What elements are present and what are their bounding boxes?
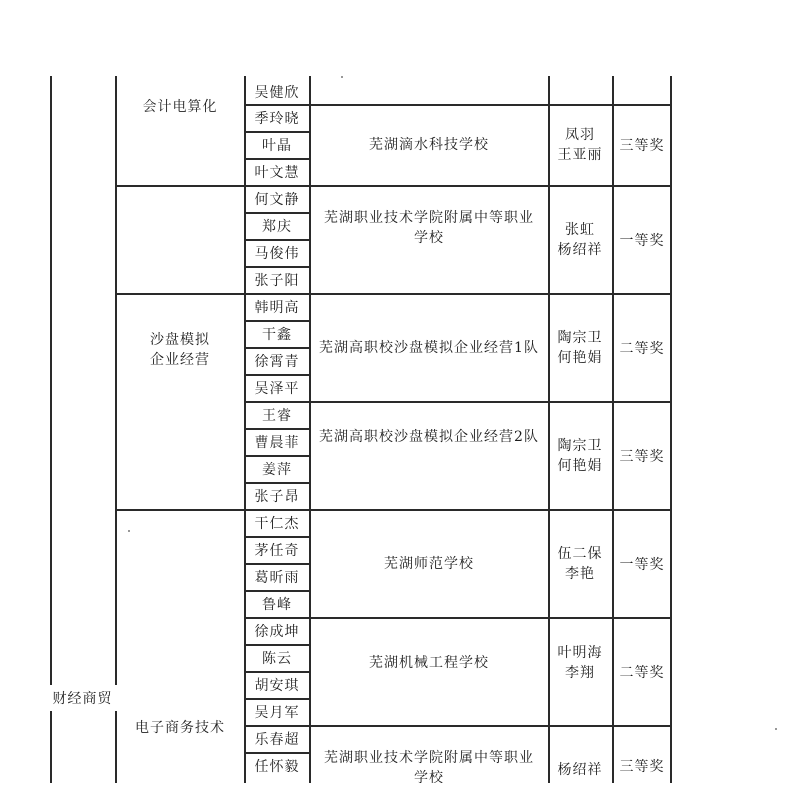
category-line-2: 企业经营 [150,352,210,368]
instructor-names [548,618,612,708]
field-label: 财经商贸 [45,685,120,711]
award-level: 三等奖 [619,448,665,465]
instructor: 李艳 [565,565,595,582]
team-member: 鲁峰 [262,597,292,613]
school-name: 芜湖高职校沙盘模拟企业经营1队 [319,339,539,356]
team-member: 季玲晓 [254,111,300,127]
instructor-names [548,186,612,293]
team-member: 张子昂 [254,489,300,505]
award-level: 二等奖 [619,664,665,681]
team-member: 葛昕雨 [254,570,300,586]
instructor: 王亚丽 [557,147,603,163]
instructor-names [548,510,612,617]
award-level: 三等奖 [619,759,665,775]
instructor-names [548,402,612,509]
team-member: 韩明高 [254,300,300,316]
school-name: 芜湖师范学校 [384,555,474,572]
category-line-1: 沙盘模拟 [150,332,210,348]
team-member: 胡安琪 [254,678,300,694]
team-member: 吴泽平 [254,381,300,397]
team-member: 徐霄青 [254,354,300,370]
award-level: 一等奖 [619,232,665,249]
table-border-left [50,76,52,783]
team-member: 吴月军 [254,705,300,721]
instructor-names [548,294,612,401]
school-name [310,186,548,280]
instructor: 陶宗卫 [557,329,603,346]
school-name: 芜湖滴水科技学校 [369,137,489,153]
column-line [115,76,117,783]
team-member: 叶文慧 [254,165,300,181]
team-member: 任怀毅 [254,759,300,775]
team-member: 马俊伟 [254,246,300,262]
school-name-line-2: 学校 [414,770,444,783]
instructor-names [548,726,612,783]
instructor: 杨绍祥 [557,241,603,258]
school-name-line-2: 学校 [414,230,444,246]
instructor: 凤羽 [565,127,595,143]
team-member: 干鑫 [262,327,292,343]
team-member: 乐春超 [254,732,300,748]
team-member: 曹晨菲 [254,435,300,451]
category-sandbox [115,326,245,374]
team-member: 姜萍 [262,462,292,478]
category-accounting: 会计电算化 [142,99,218,115]
instructor: 何艳娟 [557,349,603,366]
team-member: 吴健欣 [254,85,300,101]
instructor: 张虹 [565,221,595,238]
team-member: 叶晶 [262,138,292,154]
instructor: 李翔 [565,665,595,681]
team-member: 陈云 [262,651,292,667]
instructor: 何艳娟 [557,457,603,474]
school-name: 芜湖高职校沙盘模拟企业经营2队 [319,429,539,445]
award-level: 一等奖 [619,556,665,573]
school-name [310,726,548,783]
school-name-line-1: 芜湖职业技术学院附属中等职业 [324,210,534,226]
scan-speck [128,530,130,532]
instructor: 陶宗卫 [557,437,603,454]
team-member: 张子阳 [254,273,300,289]
school-name: 芜湖机械工程学校 [369,655,489,671]
school-name-line-1: 芜湖职业技术学院附属中等职业 [324,750,534,766]
team-member: 徐成坤 [254,624,300,640]
award-level: 二等奖 [619,340,665,357]
instructor: 叶明海 [557,645,603,661]
team-member: 干仁杰 [254,516,300,532]
team-member: 王睿 [262,408,292,424]
team-member: 茅任奇 [254,543,300,559]
instructor: 伍二保 [557,545,603,562]
team-member: 郑庆 [262,219,292,235]
award-level: 三等奖 [619,138,665,154]
category-ecommerce: 电子商务技术 [135,720,225,736]
scan-speck [341,76,343,78]
instructor: 杨绍祥 [557,762,603,778]
team-member: 何文静 [254,192,300,208]
scan-speck [775,728,777,730]
instructor-names [548,105,612,185]
